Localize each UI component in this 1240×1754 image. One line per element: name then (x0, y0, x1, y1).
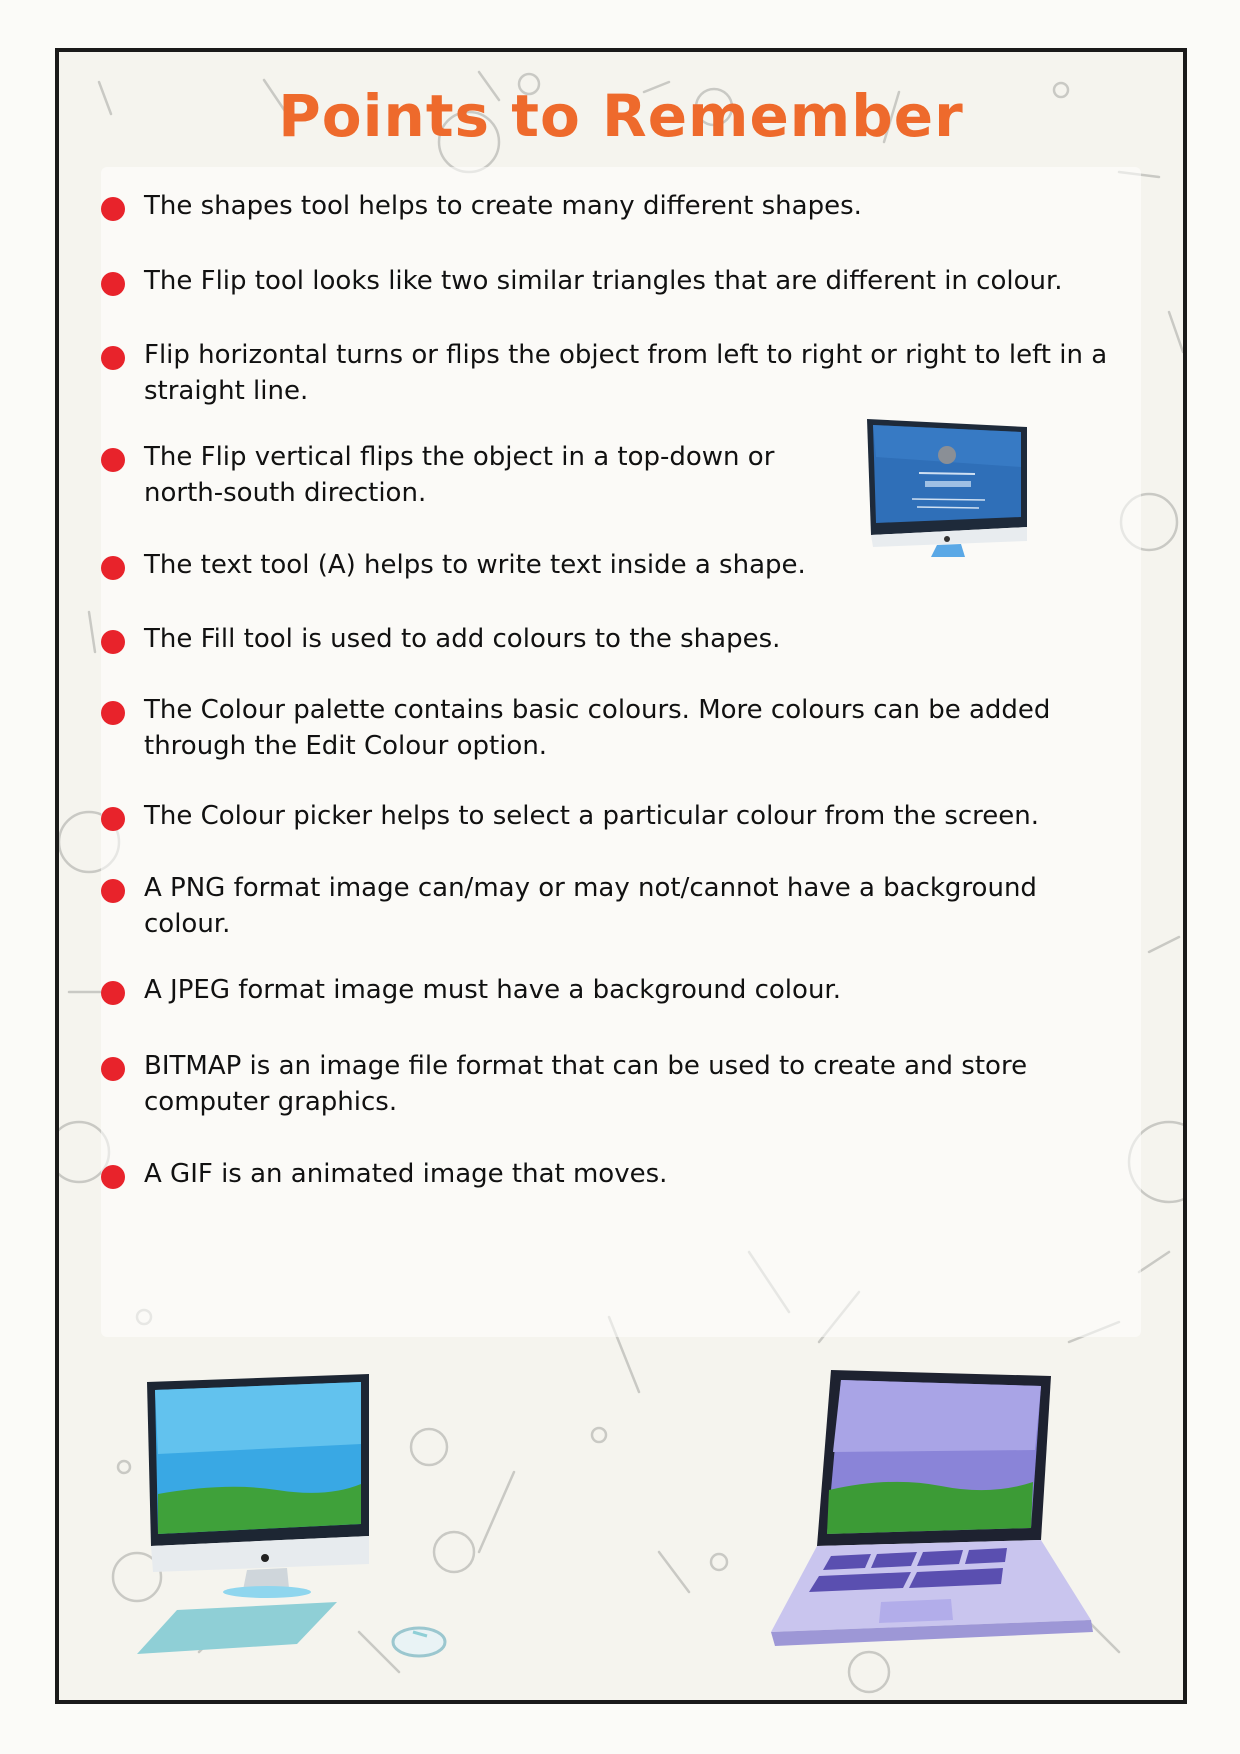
page-frame (55, 48, 1187, 1704)
point-text: A GIF is an animated image that moves. (144, 1159, 668, 1189)
bullet-dot (101, 1057, 125, 1081)
bullet-dot (101, 346, 125, 370)
bullet-dot (101, 272, 125, 296)
list-item (101, 798, 1161, 834)
list-item (101, 263, 1161, 299)
list-item (101, 692, 1101, 764)
list-item (101, 1048, 1101, 1120)
point-text: The Colour picker helps to select a particular colour from the screen. (144, 801, 1040, 831)
bullet-dot (101, 630, 125, 654)
bullet-dot (101, 807, 125, 831)
bullet-dot (101, 197, 125, 221)
bullet-dot (101, 981, 125, 1005)
desktop-computer-icon (137, 1374, 467, 1674)
list-item (101, 972, 1161, 1008)
list-item (101, 1156, 1161, 1192)
list-item (101, 439, 801, 511)
point-text: Flip horizontal turns or flips the object from left to right or right to left in a straight line. (144, 340, 1108, 406)
bullet-dot (101, 448, 125, 472)
point-text: The text tool (A) helps to write text inside a shape. (144, 550, 806, 580)
point-text: A JPEG format image must have a background colour. (144, 975, 841, 1005)
bullet-dot (101, 879, 125, 903)
point-text: BITMAP is an image file format that can be used to create and store computer graphics. (144, 1051, 1028, 1117)
point-text: The shapes tool helps to create many different shapes. (144, 191, 862, 221)
bullet-dot (101, 701, 125, 725)
monitor-login-icon (867, 417, 1037, 557)
laptop-icon (771, 1370, 1101, 1670)
point-text: The Fill tool is used to add colours to the shapes. (144, 624, 781, 654)
point-text: A PNG format image can/may or may not/cannot have a background colour. (144, 873, 1037, 939)
list-item (101, 870, 1101, 942)
list-item (101, 188, 1161, 224)
bullet-dot (101, 1165, 125, 1189)
point-text: The Colour palette contains basic colours. More colours can be added through the Edit Colour option. (144, 695, 1051, 761)
point-text: The Flip tool looks like two similar triangles that are different in colour. (144, 266, 1063, 296)
bullet-dot (101, 556, 125, 580)
list-item (101, 621, 1161, 657)
page-title: Points to Remember (278, 82, 964, 150)
list-item (101, 337, 1141, 409)
point-text: The Flip vertical flips the object in a top-down or north-south direction. (144, 442, 775, 508)
